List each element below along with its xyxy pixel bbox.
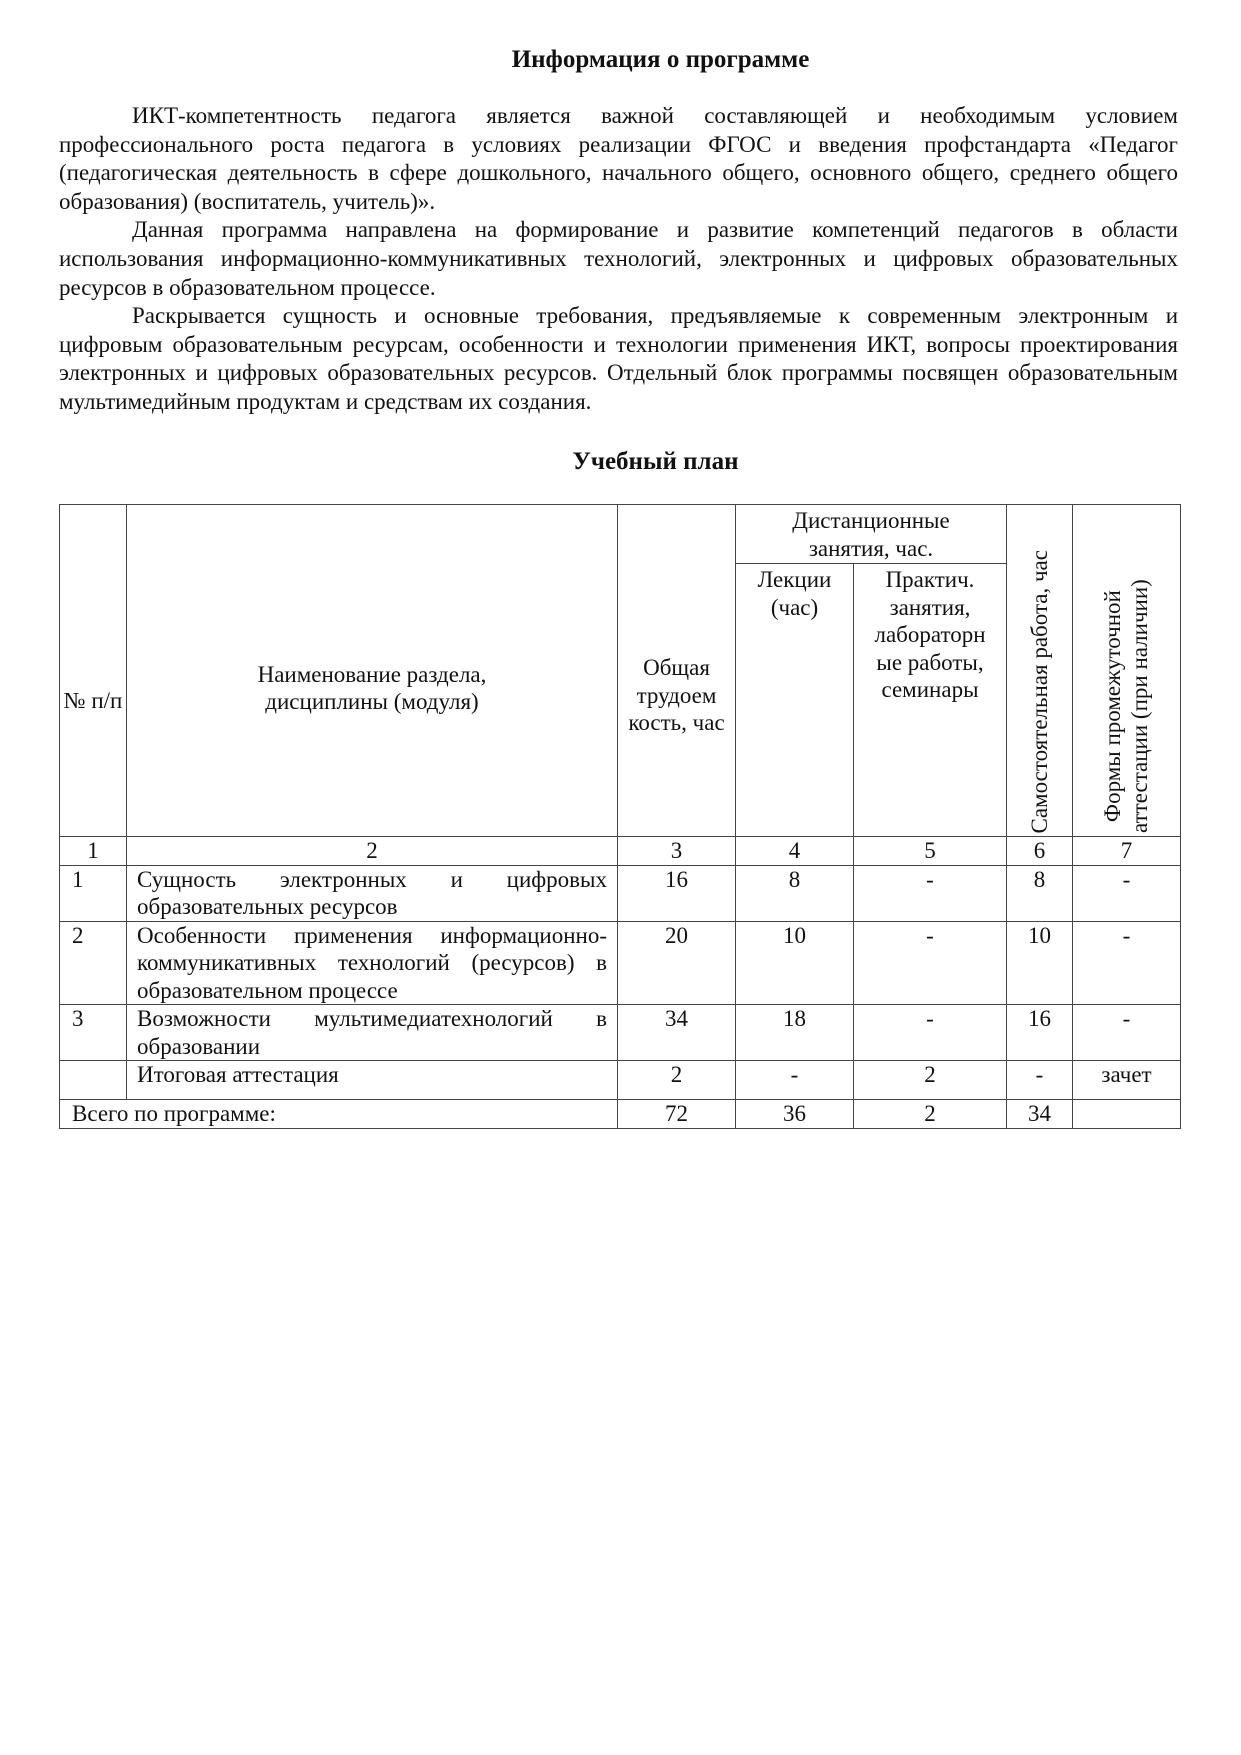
row-self: 10: [1007, 921, 1073, 1005]
header-forms-text: [1099, 579, 1153, 833]
header-name: Наименование раздела, дисциплины (модуля): [127, 505, 618, 837]
paragraph-3: Раскрывается сущность и основные требования, предъявляемые к современным электронным и цифровым образовательным ресурсам, особенности и технологии применения ИКТ, вопросы проектирования электронных и цифровых образовательных ресурсов. Отдельный блок программы посвящен образовательным мультимедийным продуктам и средствам их создания.: [59, 303, 1178, 414]
header-practice: Практич. занятия, лабораторн ые работы, семинары: [854, 564, 1007, 837]
table-row: [60, 865, 1181, 921]
col-number: 5: [854, 837, 1007, 866]
row-lectures: 10: [736, 921, 854, 1005]
column-number-row: [60, 837, 1181, 866]
col-number: 4: [736, 837, 854, 866]
row-practice: 2: [854, 1061, 1007, 1100]
total-total: 72: [618, 1100, 736, 1129]
row-form: -: [1073, 921, 1181, 1005]
row-num: 3: [60, 1005, 127, 1061]
header-row-1: [60, 505, 1181, 564]
row-lectures: 8: [736, 865, 854, 921]
row-total: 34: [618, 1005, 736, 1061]
row-name: Сущность электронных и цифровых образовательных ресурсов: [127, 865, 618, 921]
row-total: 16: [618, 865, 736, 921]
paragraph-2: Данная программа направлена на формирование и развитие компетенций педагогов в области использования информационно-коммуникативных технологий, электронных и цифровых образовательных ресурсов в образовательном процессе.: [59, 217, 1178, 300]
header-distance: Дистанционные занятия, час.: [736, 505, 1007, 564]
header-total: Общая трудоем кость, час: [618, 505, 736, 837]
header-forms-line1: Формы промежуточной: [1099, 590, 1125, 823]
col-number: 6: [1007, 837, 1073, 866]
col-number: 7: [1073, 837, 1181, 866]
total-form: [1073, 1100, 1181, 1129]
table-row: [60, 1061, 1181, 1100]
paragraph-1: ИКТ-компетентность педагога является важной составляющей и необходимым условием профессионального роста педагога в условиях реализации ФГОС и введения профстандарта «Педагог (педагогическая деятельность в сфере дошкольного, начального общего, основного общего, среднего общего образования) (воспитатель, учитель)».: [59, 103, 1178, 214]
row-practice: -: [854, 921, 1007, 1005]
row-num: [60, 1061, 127, 1100]
header-self: [1007, 505, 1073, 837]
row-name: Итоговая аттестация: [127, 1061, 618, 1100]
row-self: 16: [1007, 1005, 1073, 1061]
row-form: -: [1073, 865, 1181, 921]
row-name: Возможности мультимедиатехнологий в образовании: [127, 1005, 618, 1061]
row-lectures: 18: [736, 1005, 854, 1061]
header-self-text: Самостоятельная работа, час: [1026, 549, 1052, 833]
col-number: 3: [618, 837, 736, 866]
study-plan-table: [59, 504, 1181, 1129]
total-lectures: 36: [736, 1100, 854, 1129]
table-row: [60, 921, 1181, 1005]
info-heading: Информация о программе: [511, 46, 810, 73]
row-form: зачет: [1073, 1061, 1181, 1100]
col-number: 2: [127, 837, 618, 866]
row-form: -: [1073, 1005, 1181, 1061]
row-self: 8: [1007, 865, 1073, 921]
row-practice: -: [854, 1005, 1007, 1061]
row-total: 20: [618, 921, 736, 1005]
row-num: 2: [60, 921, 127, 1005]
row-lectures: -: [736, 1061, 854, 1100]
row-name: Особенности применения информационно-коммуникативных технологий (ресурсов) в образовательном процессе: [127, 921, 618, 1005]
total-self: 34: [1007, 1100, 1073, 1129]
total-practice: 2: [854, 1100, 1007, 1129]
header-forms-line2: аттестации (при наличии): [1126, 579, 1152, 833]
intro-text: [59, 102, 1178, 417]
header-lectures: Лекции (час): [736, 564, 854, 837]
total-row: [60, 1100, 1181, 1129]
table-row: [60, 1005, 1181, 1061]
header-num: № п/п: [60, 505, 127, 837]
total-label: Всего по программе:: [60, 1100, 618, 1129]
row-total: 2: [618, 1061, 736, 1100]
row-num: 1: [60, 865, 127, 921]
plan-heading: Учебный план: [572, 448, 739, 475]
row-self: -: [1007, 1061, 1073, 1100]
row-practice: -: [854, 865, 1007, 921]
col-number: 1: [60, 837, 127, 866]
header-forms: [1073, 505, 1181, 837]
